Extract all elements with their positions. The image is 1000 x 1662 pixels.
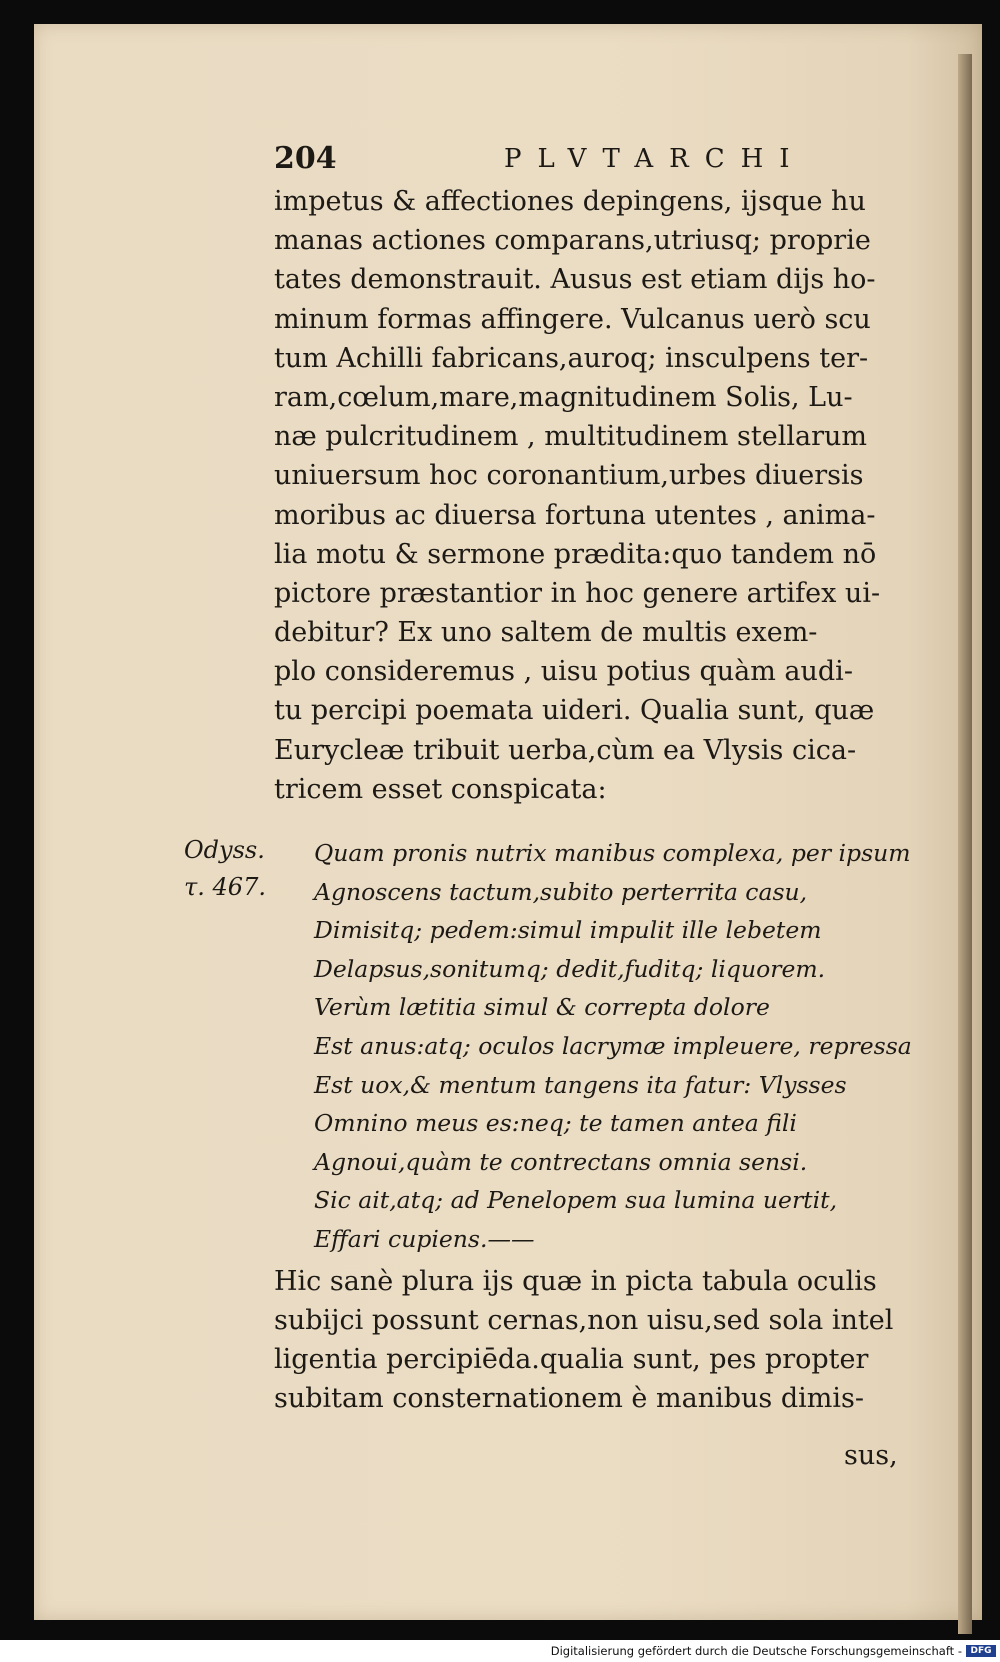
book-page	[34, 24, 982, 1620]
margin-note	[184, 832, 294, 906]
prose-paragraph-continued	[274, 1262, 914, 1418]
text-line: impetus & affectiones depingens, ijsque hu	[274, 186, 866, 217]
text-line: Hic sanè plura ijs quæ in picta tabula oculis	[274, 1266, 877, 1297]
text-line: ram,cœlum,mare,magnitudinem Solis, Lu-	[274, 381, 853, 413]
text-line: tricem esset conspicata:	[274, 773, 607, 805]
text-line: debitur? Ex uno saltem de multis exem-	[274, 617, 818, 649]
text-line: tum Achilli fabricans,auroq; insculpens ter-	[274, 342, 869, 374]
running-title: PLVTARCHI	[504, 144, 806, 174]
verse-line: Dimisitq; pedem:simul impulit ille lebetem	[314, 916, 822, 945]
digitization-footer	[0, 1640, 1000, 1662]
verse-quotation	[314, 834, 914, 1259]
text-line: manas actiones comparans,utriusq; proprie	[274, 225, 871, 257]
text-line: lia motu & sermone prædita:quo tandem nō	[274, 538, 877, 570]
funding-notice: Digitalisierung gefördert durch die Deutsche Forschungsgemeinschaft -	[550, 1644, 962, 1658]
text-line: subitam consternationem è manibus dimis-	[274, 1383, 864, 1414]
text-line: tates demonstrauit. Ausus est etiam dijs ho-	[274, 264, 876, 296]
text-line: uniuersum hoc coronantium,urbes diuersis	[274, 460, 864, 492]
margin-note-reference: τ. 467.	[184, 873, 266, 901]
text-line: Eurycleæ tribuit uerba,cùm ea Vlysis cica-	[274, 734, 857, 766]
verse-line: Est uox,& mentum tangens ita fatur: Vlysses	[314, 1070, 847, 1099]
text-line: moribus ac diuersa fortuna utentes , anima-	[274, 499, 876, 531]
catchword: sus,	[844, 1440, 898, 1471]
verse-line: Quam pronis nutrix manibus complexa, per ipsum	[314, 839, 911, 867]
text-line: plo consideremus , uisu potius quàm audi-	[274, 656, 853, 688]
verse-line: Agnoscens tactum,subito perterrita casu,	[314, 877, 808, 906]
verse-line: Delapsus,sonitumq; dedit,fuditq; liquorem.	[314, 954, 826, 983]
text-line: subijci possunt cernas,non uisu,sed sola intel	[274, 1305, 894, 1336]
verse-line: Agnoui,quàm te contrectans omnia sensi.	[314, 1147, 808, 1176]
page-number: 204	[274, 141, 337, 176]
verse-line: Omnino meus es:neq; te tamen antea fili	[314, 1109, 797, 1138]
dfg-logo-icon: DFG	[966, 1645, 996, 1657]
text-line: ligentia percipiēda.qualia sunt, pes propter	[274, 1344, 869, 1375]
verse-line: Sic ait,atq; ad Penelopem sua lumina uertit,	[314, 1186, 838, 1215]
margin-note-source: Odyss.	[184, 836, 265, 864]
text-line: pictore præstantior in hoc genere artifex ui-	[274, 577, 881, 609]
text-line: minum formas affingere. Vulcanus uerò scu	[274, 303, 871, 335]
verse-line: Est anus:atq; oculos lacrymæ impleuere, repressa	[314, 1031, 912, 1060]
text-line: næ pulcritudinem , multitudinem stellarum	[274, 421, 867, 453]
text-line: tu percipi poemata uideri. Qualia sunt, quæ	[274, 695, 875, 727]
verse-line: Effari cupiens.——	[314, 1224, 535, 1253]
verse-line: Verùm lætitia simul & correpta dolore	[314, 993, 770, 1022]
prose-paragraph	[274, 182, 914, 809]
text-block	[34, 24, 982, 1620]
